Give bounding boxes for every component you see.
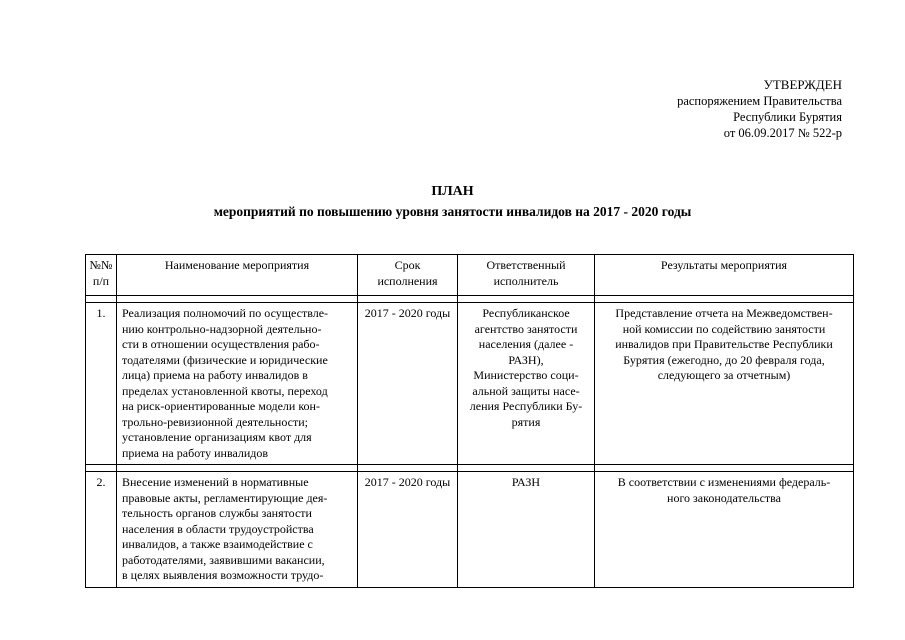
row-name: Реализация полномочий по осуществле- нию контрольно-надзорной деятельно- сти в отношении осуществления рабо- тодателями (физические и юридические лица) приема на работу инвалидов в пределах установленной квоты, переход на риск-ориентированные модели кон- трольно-ревизионной деятельности; установление организациям квот для приема на работу инвалидов xyxy=(117,303,358,465)
row-results: Представление отчета на Межведомствен- ной комиссии по содействию занятости инвалидов при Правительстве Республики Бурятия (ежегодно, до 20 февраля года, следующего за отчетным) xyxy=(595,303,854,465)
table-row xyxy=(86,472,854,588)
plan-title: ПЛАН xyxy=(431,184,474,199)
approval-line: Республики Бурятия xyxy=(733,110,842,124)
row-term: 2017 - 2020 годы xyxy=(358,303,458,465)
row-num: 2. xyxy=(86,472,117,588)
header-term: Срок исполнения xyxy=(358,255,458,296)
row-name: Внесение изменений в нормативные правовые акты, регламентирующие дея- тельность органов службы занятости населения в области трудоустройства инвалидов, а также взаимодействие с работодателями, заявившими вакансии, в целях выявления возможности трудо- xyxy=(117,472,358,588)
row-term: 2017 - 2020 годы xyxy=(358,472,458,588)
plan-table xyxy=(85,254,854,588)
row-responsible: Республиканское агентство занятости населения (далее - РАЗН), Министерство соци- альной защиты насе- ления Республики Бу- рятия xyxy=(458,303,595,465)
header-responsible: Ответственный исполнитель xyxy=(458,255,595,296)
row-responsible: РАЗН xyxy=(458,472,595,588)
table-header-row xyxy=(86,255,854,296)
approval-line: распоряжением Правительства xyxy=(677,94,842,108)
table-spacer-row xyxy=(86,296,854,303)
row-num: 1. xyxy=(86,303,117,465)
table-row xyxy=(86,303,854,465)
table-spacer-row xyxy=(86,465,854,472)
approval-heading: УТВЕРЖДЕН xyxy=(763,77,842,92)
header-num: №№ п/п xyxy=(86,255,117,296)
header-name: Наименование мероприятия xyxy=(117,255,358,296)
header-results: Результаты мероприятия xyxy=(595,255,854,296)
approval-line: от 06.09.2017 № 522-р xyxy=(723,126,842,140)
row-results: В соответствии с изменениями федераль- ного законодательства xyxy=(595,472,854,588)
approval-block xyxy=(677,77,842,141)
plan-subtitle: мероприятий по повышению уровня занятости инвалидов на 2017 - 2020 годы xyxy=(213,204,692,219)
